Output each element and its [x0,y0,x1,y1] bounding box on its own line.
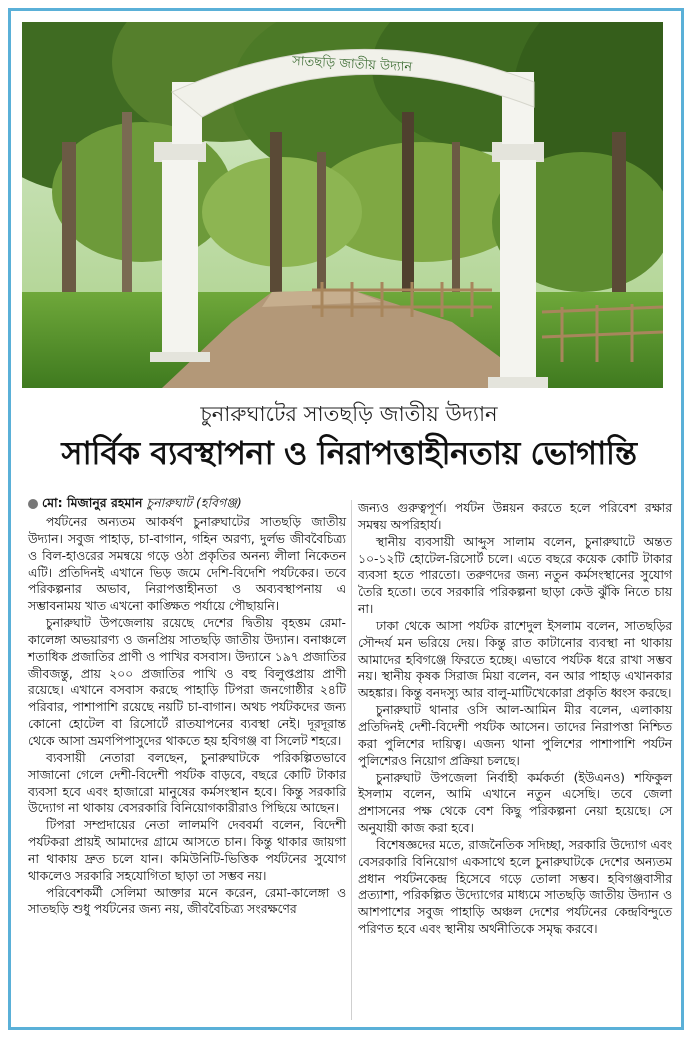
paragraph: টিপরা সম্প্রদায়ের নেতা লালমণি দেববর্মা বলেন, বিদেশী পর্যটকরা প্রায়ই আমাদের গ্রামে আসতে চান। কিন্তু থাকার জায়গা না থাকায় দ্রুত চলে যান। কমিউনিটি-ভিত্তিক পর্যটনের সুযোগ থাকলেও সরকারি সহযোগিতা ছাড়া তা সম্ভব নয়। [28,818,346,883]
article-column-left [28,514,346,918]
paragraph: স্থানীয় ব্যবসায়ী আব্দুস সালাম বলেন, চুনারুঘাটে অন্তত ১০-১২টি হোটেল-রিসোর্ট চলে। এতে বছরে কয়েক কোটি টাকার ব্যবসা হতে পারতো। তরুণদের জন্য নতুন কর্মসংস্থানের সুযোগ তৈরি হতো। তবে সরকারি পরিকল্পনা ছাড়া কেউ ঝুঁকি নিতে চায় না। [358,534,672,617]
paragraph: পরিবেশকর্মী সেলিমা আক্তার মনে করেন, রেমা-কালেঙ্গা ও সাতছড়ি শুধু পর্যটনের জন্য নয়, জীববৈচিত্র্য সংরক্ষণের [28,885,346,917]
paragraph: চুনারুঘাট উপজেলা নির্বাহী কর্মকর্তা (ইউএনও) শফিকুল ইসলাম বলেন, আমি এখানে নতুন এসেছি। তবে জেলা প্রশাসনের পক্ষ থেকে বেশ কিছু পরিকল্পনা নেয়া হয়েছে। সে অনুযায়ী কাজ করা হবে। [358,770,672,836]
park-gate-photo [22,22,663,388]
byline-location: চুনারুঘাট (হবিগঞ্জ) [146,495,242,510]
column-divider [351,500,352,1020]
paragraph: চুনারুঘাট উপজেলায় রয়েছে দেশের দ্বিতীয় বৃহত্তম রেমা-কালেঙ্গা অভয়ারণ্য ও জনপ্রিয় সাতছড়ি জাতীয় উদ্যান। বনাঞ্চলে শতাধিক প্রজাতির প্রাণী ও পাখির বসবাস। উদ্যানে ১৯৭ প্রজাতির জীবজন্তু, প্রায় ২০০ প্রজাতির পাখি ও বহু বিলুপ্তপ্রায় প্রাণী রয়েছে। এখানে বসবাস করছে পাহাড়ি টিপরা জনগোষ্ঠীর ২৪টি পরিবার, পাশাপাশি রয়েছে নয়টি চা-বাগান। অথচ পর্যটকদের জন্য কোনো হোটেল বা রিসোর্টে রাতযাপনের ব্যবস্থা নেই। দূরদূরান্ত থেকে আসা ভ্রমণপিপাসুদের থাকতে হয় হবিগঞ্জ বা সিলেট শহরে। [28,616,346,748]
bullet-icon [28,499,38,509]
article-column-right [358,500,672,938]
paragraph: বিশেষজ্ঞদের মতে, রাজনৈতিক সদিচ্ছা, সরকারি উদ্যোগ এবং বেসরকারি বিনিয়োগ একসাথে হলে চুনারুঘাটকে দেশের অন্যতম প্রধান পর্যটনকেন্দ্র হিসেবে গড়ে তোলা সম্ভব। হবিগঞ্জবাসীর প্রত্যাশা, পরিকল্পিত উদ্যোগের মাধ্যমে সাতছড়ি জাতীয় উদ্যান ও আশপাশের সবুজ পাহাড়ি অঞ্চল দেশের পর্যটনের কেন্দ্রবিন্দুতে পরিণত হবে এবং স্থানীয় অর্থনীতিকে সমৃদ্ধ করবে। [358,837,672,937]
paragraph: ব্যবসায়ী নেতারা বলছেন, চুনারুঘাটকে পরিকল্পিতভাবে সাজানো গেলে দেশী-বিদেশী পর্যটক বাড়বে, বছরে কোটি টাকার ব্যবসা হবে এবং হাজারো মানুষের কর্মসংস্থান হবে। কিন্তু সরকারি উদ্যোগ না থাকায় বেসরকারি বিনিয়োগকারীরাও পিছিয়ে আছেন। [28,750,346,816]
arch-sign-text: সাতছড়ি জাতীয় উদ্যান [291,53,413,76]
paragraph: জন্যও গুরুত্বপূর্ণ। পর্যটন উন্নয়ন করতে হলে পরিবেশ রক্ষার সমন্বয় অপরিহার্য। [358,501,672,532]
byline [28,495,348,515]
article-headline: সার্বিক ব্যবস্থাপনা ও নিরাপত্তাহীনতায় ভোগান্তি [61,434,637,472]
paragraph: পর্যটনের অন্যতম আকর্ষণ চুনারুঘাটের সাতছড়ি জাতীয় উদ্যান। সবুজ পাহাড়, চা-বাগান, গহিন অরণ্য, দুর্লভ জীববৈচিত্র্য ও বিল-হাওরের সমন্বয়ে গড়ে ওঠা প্রকৃতির অনন্য লীলা নিকেতন এটি। প্রতিদিনই এখানে ভিড় জমে দেশি-বিদেশি পর্যটকের। তবে পরিকল্পনার অভাব, নিরাপত্তাহীনতা ও অব্যবস্থাপনায় এ সম্ভাবনাময় খাত এখনো কাঙ্ক্ষিত পর্যায়ে পৌছায়নি। [28,515,346,614]
article-kicker: চুনারুঘাটের সাতছড়ি জাতীয় উদ্যান [200,402,498,426]
paragraph: ঢাকা থেকে আসা পর্যটক রাশেদুল ইসলাম বলেন, সাতছড়ির সৌন্দর্য মন ভরিয়ে দেয়। কিন্তু রাত কাটানোর ব্যবস্থা না থাকায় আমাদের হবিগঞ্জে ফিরতে হচ্ছে। এভাবে পর্যটক ধরে রাখা সম্ভব নয়। স্থানীয় কৃষক সিরাজ মিয়া বলেন, বন আর পাহাড় এখানকার অহঙ্কার। কিন্তু বনদস্যু আর বালু-মাটিখেকোরা প্রকৃতি ধ্বংস করছে। [358,618,672,701]
park-gate-illustration [22,22,663,388]
byline-author: মো: মিজানুর রহমান [42,495,143,510]
paragraph: চুনারুঘাট থানার ওসি আল-আমিন মীর বলেন, এলাকায় প্রতিদিনই দেশী-বিদেশী পর্যটক আসেন। তাদের নিরাপত্তা নিশ্চিত করা পুলিশের দায়িত্ব। এজন্য থানা পুলিশের পাশাপাশি পর্যটন পুলিশেরও নিয়োগ প্রক্রিয়া চলছে। [358,703,672,768]
